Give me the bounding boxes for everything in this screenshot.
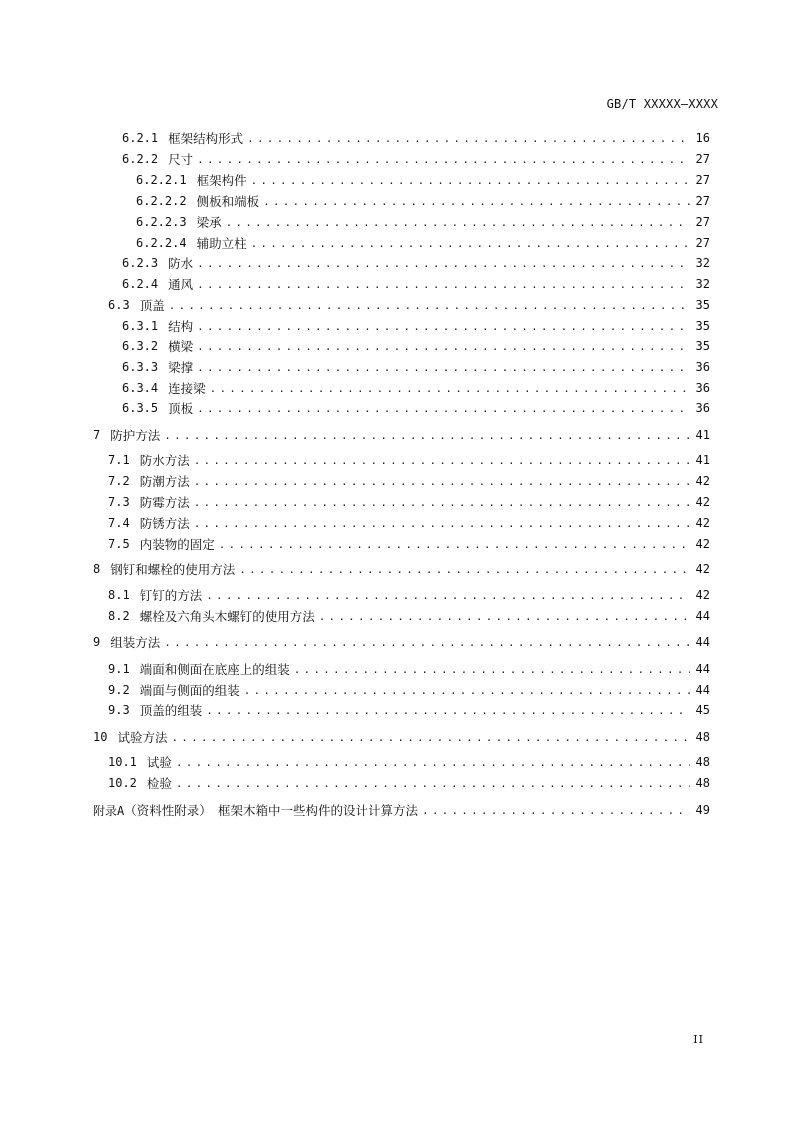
toc-entry[interactable] [0, 358, 794, 376]
toc-entry[interactable] [0, 493, 794, 511]
toc-entry-title: 顶板 [168, 401, 194, 416]
toc-entry[interactable] [0, 451, 794, 469]
toc-entry[interactable] [0, 192, 794, 210]
toc-entry-number: 8.1 [108, 588, 130, 602]
toc-entry-title: （资料性附录） 框架木箱中一些构件的设计计算方法 [124, 803, 418, 818]
toc-leader-dots [319, 610, 690, 623]
toc-leader-dots [197, 278, 689, 291]
toc-entry[interactable] [0, 337, 794, 355]
toc-entry-title: 螺栓及六角头木螺钉的使用方法 [139, 609, 315, 624]
toc-entry-number: 7.2 [108, 474, 130, 488]
toc-entry-title: 防霉方法 [139, 495, 190, 510]
toc-leader-dots [197, 402, 689, 415]
toc-entry-number: 6.2.2.3 [136, 215, 187, 229]
toc-entry-number: 6.3.3 [122, 360, 159, 374]
toc-entry-page: 49 [695, 803, 710, 817]
toc-entry-page: 41 [695, 428, 710, 442]
toc-entry-page: 42 [695, 474, 710, 488]
toc-entry-title: 内装物的固定 [139, 537, 215, 552]
toc-leader-dots [197, 340, 689, 353]
toc-entry-title: 钉钉的方法 [139, 588, 203, 603]
toc-entry[interactable] [0, 275, 794, 293]
toc-entry-title: 试验方法 [117, 730, 168, 745]
toc-entry-title: 连接梁 [168, 381, 206, 396]
toc-entry-page: 36 [695, 401, 710, 415]
toc-entry-title: 检验 [146, 776, 172, 791]
toc-entry[interactable] [0, 701, 794, 719]
toc-entry[interactable] [0, 234, 794, 252]
toc-leader-dots [251, 237, 690, 250]
toc-entry-number: 9.1 [108, 662, 130, 676]
toc-leader-dots [194, 496, 690, 509]
toc-entry-page: 27 [695, 152, 710, 166]
toc-leader-dots [263, 195, 689, 208]
toc-entry-page: 44 [695, 635, 710, 649]
toc-entry-page: 42 [695, 516, 710, 530]
toc-entry-title: 横梁 [168, 339, 194, 354]
toc-entry-number: 7.1 [108, 453, 130, 467]
toc-entry-title: 组装方法 [110, 635, 161, 650]
toc-entry-number: 6.2.1 [122, 131, 159, 145]
toc-entry-number: 8.2 [108, 609, 130, 623]
toc-entry-number: 6.3.1 [122, 319, 159, 333]
toc-entry[interactable] [0, 586, 794, 604]
toc-entry-page: 44 [695, 683, 710, 697]
toc-entry-page: 36 [695, 360, 710, 374]
toc-leader-dots [171, 731, 689, 744]
toc-entry-number: 6.2.4 [122, 277, 159, 291]
toc-entry[interactable] [0, 254, 794, 272]
toc-entry-page: 42 [695, 562, 710, 576]
toc-entry-number: 8 [93, 562, 101, 576]
toc-entry-title: 顶盖的组装 [139, 703, 203, 718]
toc-leader-dots [197, 320, 689, 333]
toc-entry-page: 45 [695, 703, 710, 717]
toc-leader-dots [239, 563, 689, 576]
toc-leader-dots [226, 216, 690, 229]
toc-entry[interactable] [0, 379, 794, 397]
toc-entry[interactable] [0, 607, 794, 625]
toc-entry-title: 顶盖 [139, 298, 165, 313]
toc-entry-number: 附录A [93, 803, 125, 818]
toc-leader-dots [194, 517, 690, 530]
toc-entry[interactable] [0, 129, 794, 147]
toc-leader-dots [176, 777, 690, 790]
toc-entry-number: 10.2 [108, 776, 137, 790]
toc-entry-number: 7 [93, 428, 101, 442]
toc-entry[interactable] [0, 150, 794, 168]
toc-entry-page: 44 [695, 662, 710, 676]
toc-entry[interactable] [0, 681, 794, 699]
toc-leader-dots [422, 804, 690, 817]
toc-leader-dots [194, 475, 690, 488]
toc-entry-page: 32 [695, 256, 710, 270]
toc-entry-page: 42 [695, 495, 710, 509]
toc-entry-page: 27 [695, 236, 710, 250]
toc-entry-page: 44 [695, 609, 710, 623]
toc-entry-number: 6.2.2.4 [136, 236, 187, 250]
toc-entry-title: 端面与侧面的组装 [139, 683, 240, 698]
toc-entry-page: 42 [695, 588, 710, 602]
toc-entry-title: 防护方法 [110, 428, 161, 443]
toc-entry[interactable] [0, 171, 794, 189]
page-number-footer: II [693, 1033, 704, 1046]
toc-appendix-entry[interactable] [0, 801, 794, 819]
toc-entry-number: 6.3 [108, 298, 130, 312]
toc-leader-dots [164, 636, 689, 649]
toc-entry-number: 10 [93, 730, 108, 744]
toc-chapter-entry[interactable] [0, 728, 794, 746]
toc-entry-page: 27 [695, 215, 710, 229]
toc-entry-page: 35 [695, 339, 710, 353]
toc-entry-number: 7.4 [108, 516, 130, 530]
toc-entry[interactable] [0, 753, 794, 771]
toc-entry-number: 6.2.2 [122, 152, 159, 166]
toc-entry-page: 41 [695, 453, 710, 467]
toc-entry-title: 通风 [168, 277, 194, 292]
toc-entry-page: 48 [695, 730, 710, 744]
toc-leader-dots [244, 684, 690, 697]
toc-chapter-entry[interactable] [0, 560, 794, 578]
toc-entry-number: 9.2 [108, 683, 130, 697]
toc-entry-number: 9.3 [108, 703, 130, 717]
toc-leader-dots [251, 174, 690, 187]
toc-leader-dots [210, 382, 690, 395]
toc-leader-dots [294, 663, 690, 676]
toc-entry-number: 6.2.2.2 [136, 194, 187, 208]
toc-entry-title: 侧板和端板 [196, 194, 260, 209]
toc-entry-page: 32 [695, 277, 710, 291]
toc-entry-title: 防锈方法 [139, 516, 190, 531]
toc-leader-dots [169, 299, 690, 312]
toc-entry-title: 试验 [146, 755, 172, 770]
toc-entry-page: 48 [695, 755, 710, 769]
toc-leader-dots [164, 429, 689, 442]
toc-entry-number: 9 [93, 635, 101, 649]
toc-entry-title: 尺寸 [168, 152, 194, 167]
toc-entry[interactable] [0, 535, 794, 553]
toc-entry-page: 36 [695, 381, 710, 395]
toc-entry-title: 梁承 [196, 215, 222, 230]
toc-entry-number: 6.2.2.1 [136, 173, 187, 187]
toc-leader-dots [247, 132, 689, 145]
toc-entry-number: 6.2.3 [122, 256, 159, 270]
toc-entry-page: 27 [695, 173, 710, 187]
toc-entry[interactable] [0, 514, 794, 532]
toc-leader-dots [197, 153, 689, 166]
toc-leader-dots [206, 704, 689, 717]
toc-leader-dots [197, 361, 689, 374]
toc-entry-number: 10.1 [108, 755, 137, 769]
toc-entry[interactable] [0, 774, 794, 792]
toc-leader-dots [176, 756, 690, 769]
toc-entry-title: 防潮方法 [139, 474, 190, 489]
toc-entry-page: 27 [695, 194, 710, 208]
toc-entry-number: 7.3 [108, 495, 130, 509]
toc-entry-title: 防水 [168, 256, 194, 271]
toc-entry[interactable] [0, 399, 794, 417]
toc-entry-title: 梁撑 [168, 360, 194, 375]
toc-chapter-entry[interactable] [0, 426, 794, 444]
toc-leader-dots [206, 589, 689, 602]
toc-entry-title: 框架构件 [196, 173, 247, 188]
toc-leader-dots [219, 538, 690, 551]
toc-entry[interactable] [0, 472, 794, 490]
toc-entry-title: 防水方法 [139, 453, 190, 468]
toc-entry[interactable] [0, 213, 794, 231]
toc-entry-number: 6.3.4 [122, 381, 159, 395]
toc-entry[interactable] [0, 296, 794, 314]
toc-entry-number: 7.5 [108, 537, 130, 551]
toc-entry-number: 6.3.2 [122, 339, 159, 353]
toc-entry-title: 辅助立柱 [196, 236, 247, 251]
toc-entry-page: 35 [695, 298, 710, 312]
toc-entry-title: 端面和侧面在底座上的组装 [139, 662, 290, 677]
toc-entry-page: 35 [695, 319, 710, 333]
toc-entry[interactable] [0, 660, 794, 678]
toc-entry-title: 结构 [168, 319, 194, 334]
toc-entry-page: 48 [695, 776, 710, 790]
toc-entry-title: 钢钉和螺栓的使用方法 [110, 562, 236, 577]
toc-entry[interactable] [0, 317, 794, 335]
toc-entry-title: 框架结构形式 [168, 131, 244, 146]
toc-chapter-entry[interactable] [0, 633, 794, 651]
toc-leader-dots [197, 257, 689, 270]
toc-entry-page: 16 [695, 131, 710, 145]
toc-entry-page: 42 [695, 537, 710, 551]
document-code-header: GB/T XXXXX—XXXX [606, 97, 718, 111]
toc-entry-number: 6.3.5 [122, 401, 159, 415]
toc-leader-dots [194, 454, 690, 467]
